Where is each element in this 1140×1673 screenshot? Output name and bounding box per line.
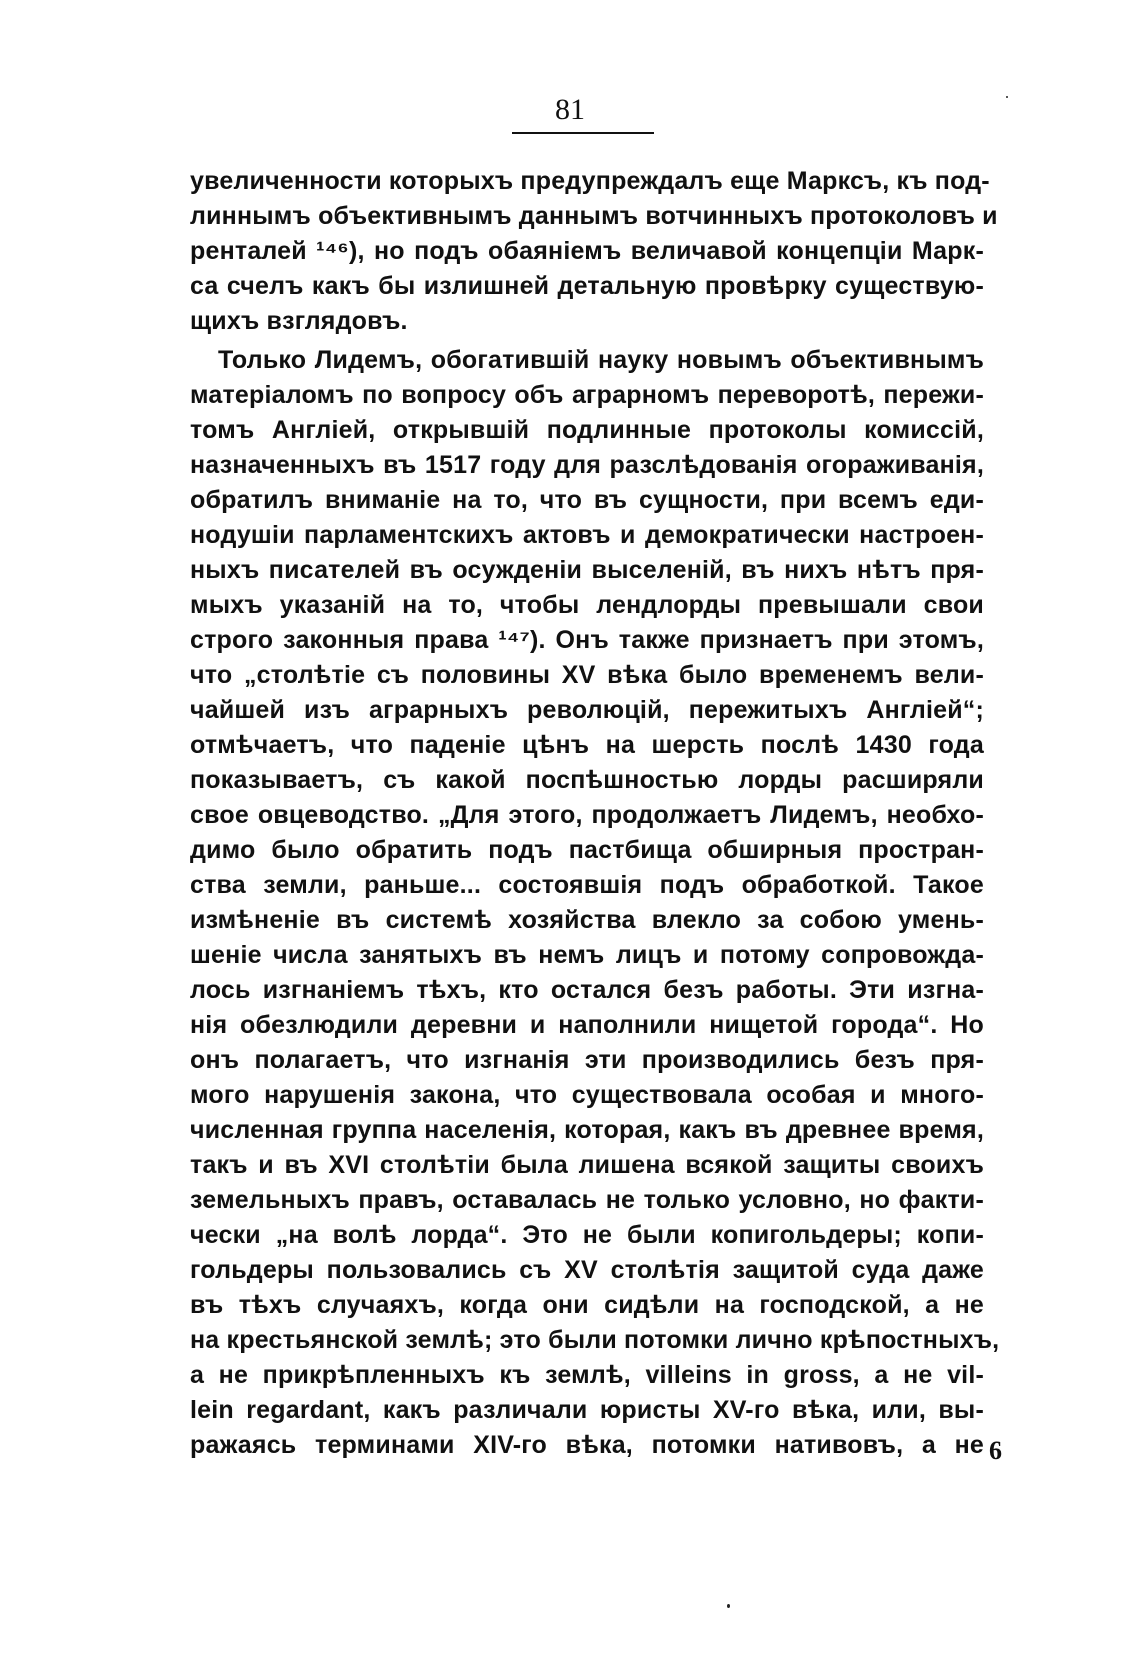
signature-mark: 6 bbox=[989, 1436, 1002, 1465]
text-line: ражаясь терминами XIV-го вѣка, потомки нативовъ, а не bbox=[190, 1431, 984, 1459]
print-speck bbox=[1006, 96, 1008, 98]
page-number-rule bbox=[512, 132, 654, 134]
text-line: а не прикрѣпленныхъ къ землѣ, villeins in gross, а не vil- bbox=[190, 1361, 984, 1389]
text-line: нодушіи парламентскихъ актовъ и демократически настроен- bbox=[190, 521, 984, 549]
text-line: чайшей изъ аграрныхъ революцій, пережитыхъ Англіей“; bbox=[190, 696, 984, 724]
text-line: показываетъ, съ какой поспѣшностью лорды расширяли bbox=[190, 766, 984, 794]
text-line: численная группа населенія, которая, какъ въ древнее время, bbox=[190, 1116, 984, 1144]
text-line: свое овцеводство. „Для этого, продолжаетъ Лидемъ, необхо- bbox=[190, 801, 984, 829]
text-line: щихъ взглядовъ. bbox=[190, 307, 408, 335]
text-line: lein regardant, какъ различали юристы XV-го вѣка, или, вы- bbox=[190, 1396, 984, 1424]
text-line: онъ полагаетъ, что изгнанія эти производились безъ пря- bbox=[190, 1046, 984, 1074]
print-speck bbox=[727, 1604, 730, 1608]
text-line: обратилъ вниманіе на то, что въ сущности, при всемъ еди- bbox=[190, 486, 984, 514]
text-line: шеніе числа занятыхъ въ немъ лицъ и потому сопровожда- bbox=[190, 941, 984, 969]
text-line: что „столѣтіе съ половины XV вѣка было временемъ вели- bbox=[190, 661, 984, 689]
text-line: са счелъ какъ бы излишней детальную провѣрку существую- bbox=[190, 272, 984, 300]
text-line: ства земли, раньше... состоявшія подъ обработкой. Такое bbox=[190, 871, 984, 899]
text-line: измѣненіе въ системѣ хозяйства влекло за собою умень- bbox=[190, 906, 984, 934]
text-line: ныхъ писателей въ осужденіи выселеній, въ нихъ нѣтъ пря- bbox=[190, 556, 984, 584]
text-line: земельныхъ правъ, оставалась не только условно, но факти- bbox=[190, 1186, 984, 1214]
text-line: нія обезлюдили деревни и наполнили нищетой города“. Но bbox=[190, 1011, 984, 1039]
text-line: димо было обратить подъ пастбища обширныя простран- bbox=[190, 836, 984, 864]
page-number: 81 bbox=[555, 93, 585, 126]
text-line: мыхъ указаній на то, чтобы лендлорды превышали свои bbox=[190, 591, 984, 619]
text-line: томъ Англіей, открывшій подлинные протоколы комиссій, bbox=[190, 416, 984, 444]
text-line: отмѣчаетъ, что паденіе цѣнъ на шерсть послѣ 1430 года bbox=[190, 731, 984, 759]
text-line: матеріаломъ по вопросу объ аграрномъ переворотѣ, пережи- bbox=[190, 381, 984, 409]
text-line: увеличенности которыхъ предупреждалъ еще Марксъ, къ под- bbox=[190, 167, 990, 195]
text-line: строго законныя права ¹⁴⁷). Онъ также признаетъ при этомъ, bbox=[190, 626, 984, 654]
text-line: чески „на волѣ лорда“. Это не были копигольдеры; копи- bbox=[190, 1221, 984, 1249]
text-line: мого нарушенія закона, что существовала особая и много- bbox=[190, 1081, 984, 1109]
text-line: въ тѣхъ случаяхъ, когда они сидѣли на господской, а не bbox=[190, 1291, 984, 1319]
text-line: на крестьянской землѣ; это были потомки лично крѣпостныхъ, bbox=[190, 1326, 1000, 1354]
text-line: гольдеры пользовались съ XV столѣтія защитой суда даже bbox=[190, 1256, 984, 1284]
text-line: назначенныхъ въ 1517 году для разслѣдованія огораживанія, bbox=[190, 451, 984, 479]
text-line: ренталей ¹⁴⁶), но подъ обаяніемъ величавой концепціи Марк- bbox=[190, 237, 984, 265]
text-line: лось изгнаніемъ тѣхъ, кто остался безъ работы. Эти изгна- bbox=[190, 976, 984, 1004]
body-text bbox=[190, 164, 1000, 1463]
text-line: такъ и въ XVI столѣтіи была лишена всякой защиты своихъ bbox=[190, 1151, 984, 1179]
text-line: Только Лидемъ, обогатившій науку новымъ объективнымъ bbox=[218, 346, 984, 374]
text-line: линнымъ объективнымъ даннымъ вотчинныхъ протоколовъ и bbox=[190, 202, 998, 230]
